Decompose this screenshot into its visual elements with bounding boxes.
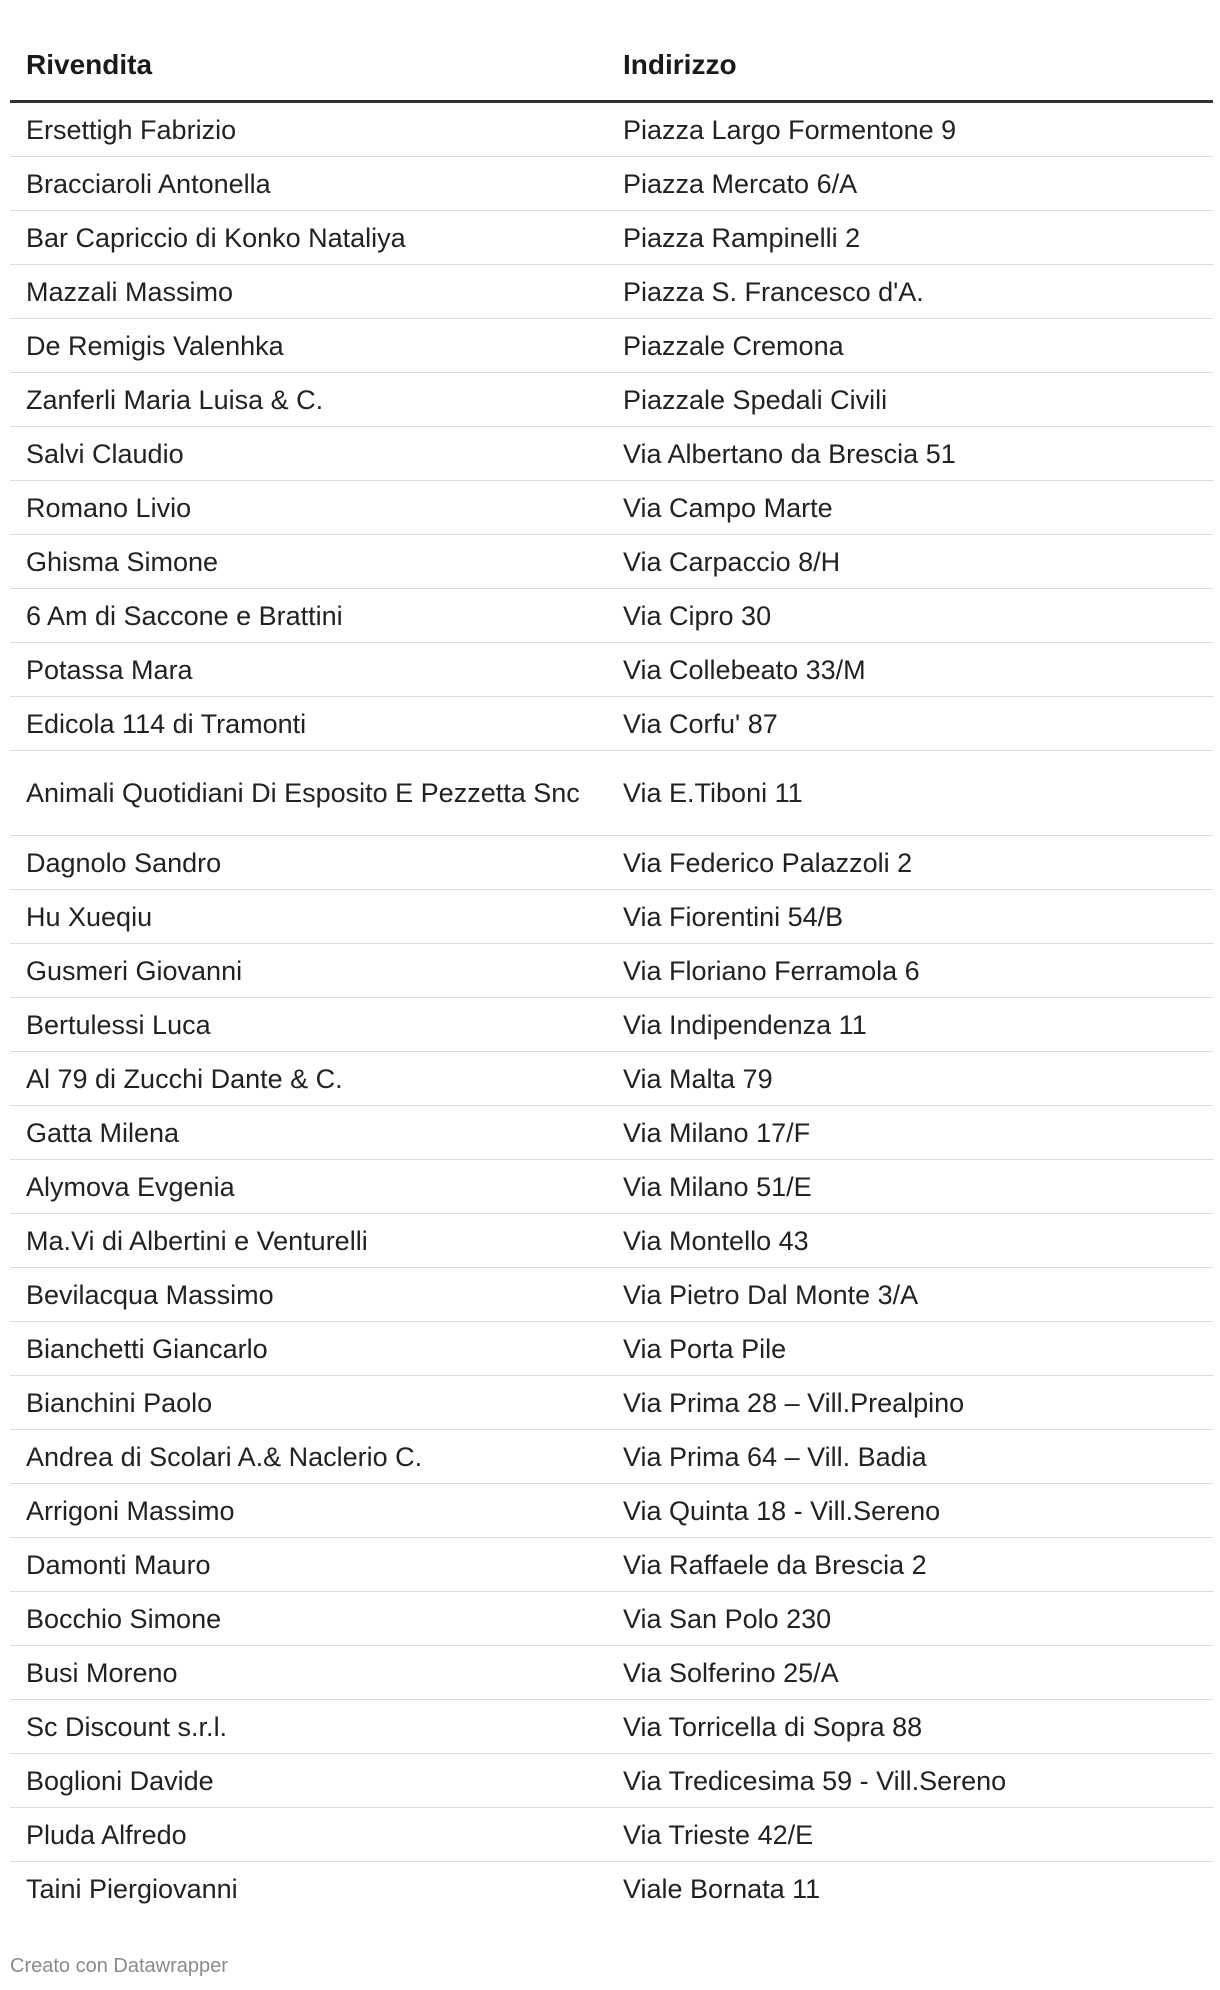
column-header-rivendita[interactable]: Rivendita (10, 34, 607, 102)
table-row (10, 1430, 1213, 1484)
cell-rivendita: Bar Capriccio di Konko Nataliya (10, 211, 607, 265)
cell-rivendita: Alymova Evgenia (10, 1160, 607, 1214)
cell-rivendita: 6 Am di Saccone e Brattini (10, 589, 607, 643)
table-row (10, 102, 1213, 157)
table-row (10, 319, 1213, 373)
table-row (10, 589, 1213, 643)
data-table-container (10, 34, 1213, 1915)
cell-indirizzo: Via Trieste 42/E (607, 1808, 1213, 1862)
cell-indirizzo: Piazza Mercato 6/A (607, 157, 1213, 211)
table-row (10, 1268, 1213, 1322)
cell-rivendita: Bracciaroli Antonella (10, 157, 607, 211)
cell-rivendita: Ghisma Simone (10, 535, 607, 589)
cell-indirizzo: Via Collebeato 33/M (607, 643, 1213, 697)
cell-rivendita: Hu Xueqiu (10, 890, 607, 944)
cell-indirizzo: Via Montello 43 (607, 1214, 1213, 1268)
table-row (10, 836, 1213, 890)
table-body (10, 102, 1213, 1916)
cell-indirizzo: Via Prima 64 – Vill. Badia (607, 1430, 1213, 1484)
table-row (10, 373, 1213, 427)
cell-indirizzo: Via E.Tiboni 11 (607, 751, 1213, 836)
cell-indirizzo: Via Carpaccio 8/H (607, 535, 1213, 589)
cell-rivendita: Potassa Mara (10, 643, 607, 697)
table-row (10, 1592, 1213, 1646)
cell-rivendita: Bianchetti Giancarlo (10, 1322, 607, 1376)
cell-indirizzo: Via Malta 79 (607, 1052, 1213, 1106)
cell-indirizzo: Via Tredicesima 59 - Vill.Sereno (607, 1754, 1213, 1808)
cell-rivendita: Bevilacqua Massimo (10, 1268, 607, 1322)
cell-indirizzo: Piazza S. Francesco d'A. (607, 265, 1213, 319)
cell-indirizzo: Via Corfu' 87 (607, 697, 1213, 751)
table-row (10, 1646, 1213, 1700)
cell-rivendita: Andrea di Scolari A.& Naclerio C. (10, 1430, 607, 1484)
cell-rivendita: Gatta Milena (10, 1106, 607, 1160)
table-row (10, 751, 1213, 836)
cell-rivendita: Busi Moreno (10, 1646, 607, 1700)
table-row (10, 998, 1213, 1052)
cell-indirizzo: Via Floriano Ferramola 6 (607, 944, 1213, 998)
cell-indirizzo: Piazza Rampinelli 2 (607, 211, 1213, 265)
cell-rivendita: Bertulessi Luca (10, 998, 607, 1052)
cell-rivendita: Animali Quotidiani Di Esposito E Pezzetta Snc (10, 751, 607, 836)
table-header (10, 34, 1213, 102)
table-row (10, 890, 1213, 944)
cell-rivendita: Ersettigh Fabrizio (10, 102, 607, 157)
table-row (10, 265, 1213, 319)
cell-rivendita: Damonti Mauro (10, 1538, 607, 1592)
cell-rivendita: Ma.Vi di Albertini e Venturelli (10, 1214, 607, 1268)
cell-indirizzo: Via Torricella di Sopra 88 (607, 1700, 1213, 1754)
cell-indirizzo: Via Prima 28 – Vill.Prealpino (607, 1376, 1213, 1430)
cell-indirizzo: Piazza Largo Formentone 9 (607, 102, 1213, 157)
table-row (10, 944, 1213, 998)
cell-rivendita: De Remigis Valenhka (10, 319, 607, 373)
cell-rivendita: Dagnolo Sandro (10, 836, 607, 890)
table-row (10, 1700, 1213, 1754)
cell-indirizzo: Via Fiorentini 54/B (607, 890, 1213, 944)
column-header-indirizzo[interactable]: Indirizzo (607, 34, 1213, 102)
data-table (10, 34, 1213, 1915)
cell-rivendita: Romano Livio (10, 481, 607, 535)
table-row (10, 1160, 1213, 1214)
cell-rivendita: Sc Discount s.r.l. (10, 1700, 607, 1754)
cell-indirizzo: Via Campo Marte (607, 481, 1213, 535)
table-row (10, 157, 1213, 211)
cell-indirizzo: Via Federico Palazzoli 2 (607, 836, 1213, 890)
cell-indirizzo: Via Quinta 18 - Vill.Sereno (607, 1484, 1213, 1538)
cell-rivendita: Salvi Claudio (10, 427, 607, 481)
cell-indirizzo: Via Solferino 25/A (607, 1646, 1213, 1700)
cell-rivendita: Al 79 di Zucchi Dante & C. (10, 1052, 607, 1106)
cell-rivendita: Zanferli Maria Luisa & C. (10, 373, 607, 427)
table-row (10, 1322, 1213, 1376)
cell-indirizzo: Via Milano 51/E (607, 1160, 1213, 1214)
table-row (10, 427, 1213, 481)
cell-indirizzo: Piazzale Cremona (607, 319, 1213, 373)
table-row (10, 1484, 1213, 1538)
table-row (10, 643, 1213, 697)
cell-indirizzo: Via Albertano da Brescia 51 (607, 427, 1213, 481)
table-row (10, 1862, 1213, 1916)
table-row (10, 697, 1213, 751)
table-row (10, 1376, 1213, 1430)
table-row (10, 1106, 1213, 1160)
cell-indirizzo: Via Pietro Dal Monte 3/A (607, 1268, 1213, 1322)
cell-rivendita: Arrigoni Massimo (10, 1484, 607, 1538)
cell-indirizzo: Via San Polo 230 (607, 1592, 1213, 1646)
table-row (10, 1754, 1213, 1808)
table-row (10, 211, 1213, 265)
cell-rivendita: Mazzali Massimo (10, 265, 607, 319)
cell-indirizzo: Viale Bornata 11 (623, 1873, 821, 1904)
cell-indirizzo: Via Raffaele da Brescia 2 (607, 1538, 1213, 1592)
header-row (10, 34, 1213, 102)
cell-rivendita: Gusmeri Giovanni (10, 944, 607, 998)
table-row (10, 1538, 1213, 1592)
cell-indirizzo: Via Milano 17/F (607, 1106, 1213, 1160)
cell-indirizzo: Piazzale Spedali Civili (607, 373, 1213, 427)
cell-rivendita: Bianchini Paolo (10, 1376, 607, 1430)
cell-indirizzo: Via Porta Pile (607, 1322, 1213, 1376)
table-row (10, 535, 1213, 589)
table-row (10, 481, 1213, 535)
cell-indirizzo: Via Indipendenza 11 (607, 998, 1213, 1052)
table-row (10, 1214, 1213, 1268)
cell-indirizzo: Via Cipro 30 (607, 589, 1213, 643)
cell-rivendita: Bocchio Simone (10, 1592, 607, 1646)
datawrapper-credit: Creato con Datawrapper (10, 1955, 228, 1977)
table-row (10, 1052, 1213, 1106)
cell-rivendita: Taini Piergiovanni (26, 1873, 238, 1904)
cell-rivendita: Boglioni Davide (10, 1754, 607, 1808)
cell-rivendita: Pluda Alfredo (10, 1808, 607, 1862)
cell-rivendita: Edicola 114 di Tramonti (10, 697, 607, 751)
table-row (10, 1808, 1213, 1862)
